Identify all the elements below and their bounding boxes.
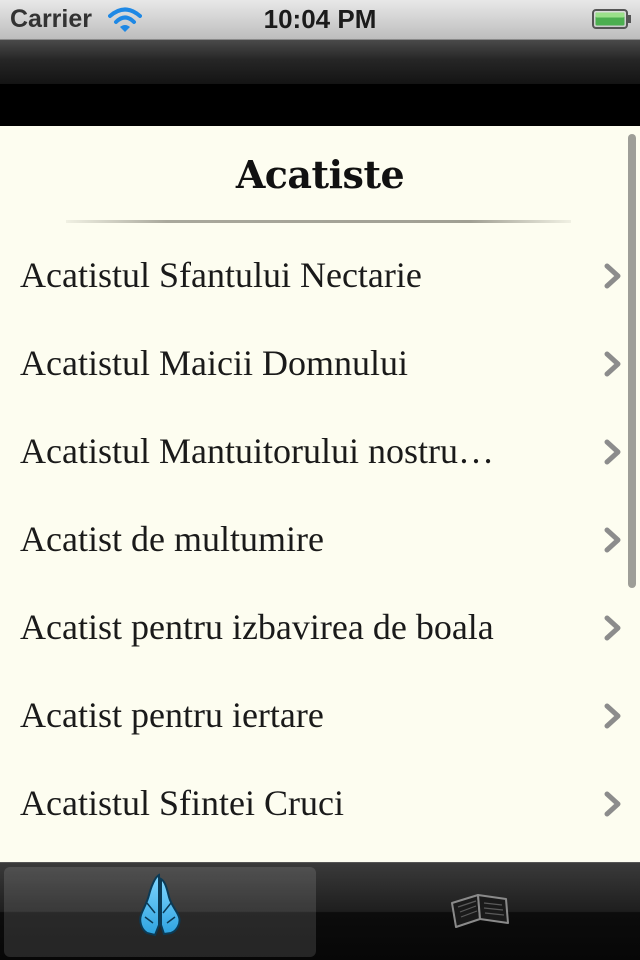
tab-book[interactable]	[324, 867, 636, 957]
chevron-right-icon	[604, 351, 622, 377]
status-bar	[0, 0, 640, 40]
acatiste-list	[0, 230, 640, 846]
chevron-right-icon	[604, 615, 622, 641]
list-item-label: Acatist pentru izbavirea de boala	[20, 607, 494, 647]
list-item-label: Acatistul Sfintei Cruci	[20, 783, 344, 823]
list-item-label: Acatistul Sfantului Nectarie	[20, 255, 422, 295]
battery-icon	[592, 8, 632, 30]
list-item-label: Acatist de multumire	[20, 519, 324, 559]
tab-bar	[0, 862, 640, 960]
tab-acatiste[interactable]	[4, 867, 316, 957]
list-item[interactable]	[0, 494, 640, 582]
list-item[interactable]	[0, 758, 640, 846]
list-item[interactable]	[0, 670, 640, 758]
vertical-scrollbar[interactable]	[628, 134, 636, 588]
chevron-right-icon	[604, 527, 622, 553]
page-title: Acatiste	[235, 152, 405, 197]
list-item-label: Acatistul Maicii Domnului	[20, 343, 408, 383]
chevron-right-icon	[604, 439, 622, 465]
chevron-right-icon	[604, 703, 622, 729]
list-item[interactable]	[0, 406, 640, 494]
navigation-bar-bottom	[0, 84, 640, 126]
list-item[interactable]	[0, 318, 640, 406]
list-item[interactable]	[0, 230, 640, 318]
list-item[interactable]	[0, 582, 640, 670]
praying-hands-icon	[137, 873, 183, 937]
title-divider	[66, 220, 571, 223]
open-book-icon	[448, 885, 512, 933]
chevron-right-icon	[604, 263, 622, 289]
chevron-right-icon	[604, 791, 622, 817]
navigation-bar	[0, 40, 640, 84]
list-item-label: Acatist pentru iertare	[20, 695, 324, 735]
carrier-name: Carrier	[10, 5, 92, 33]
status-time: 10:04 PM	[263, 4, 377, 34]
list-item-label: Acatistul Mantuitorului nostru…	[20, 431, 494, 471]
content-area[interactable]	[0, 126, 640, 862]
